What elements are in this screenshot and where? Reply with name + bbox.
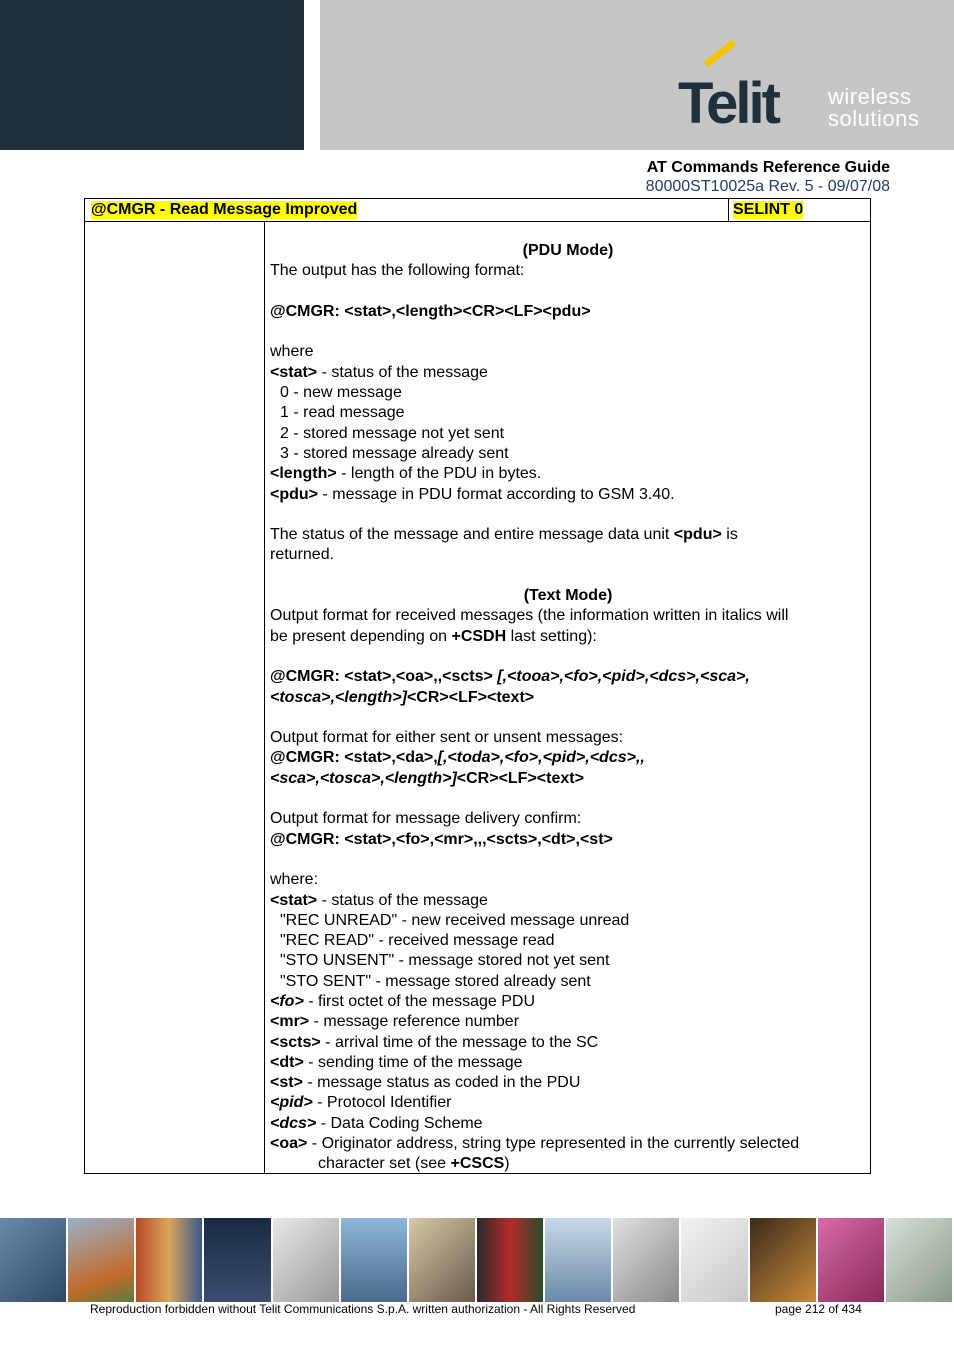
stat-value: 2 - stored message not yet sent [280,424,505,442]
where-label: where [270,343,314,361]
param-oa-cont: character set (see +CSCS) [318,1155,510,1173]
stat-value: 1 - read message [280,404,405,422]
footer-photo [273,1218,339,1302]
command-title: @CMGR - Read Message Improved [91,201,358,218]
header-banner-dark [0,0,304,150]
footer-photo [818,1218,884,1302]
received-format: @CMGR: <stat>,<oa>,,<scts> [,<tooa>,<fo>,<pid>,<dcs>,<sca>, [270,668,750,686]
param-stat-text: <stat> - status of the message [270,891,488,909]
logo-tagline-wireless: wireless [828,84,912,109]
param-oa: <oa> - Originator address, string type represented in the currently selected [270,1135,800,1153]
header-divider [728,199,729,221]
blank-line [270,647,866,667]
stat-text-value: "REC UNREAD" - new received message unread [280,911,630,929]
blank-line [270,322,866,342]
logo-wordmark: Telit [678,71,778,136]
footer-photo [886,1218,952,1302]
footer-photo [545,1218,611,1302]
logo-tagline-solutions: solutions [828,106,920,131]
stat-text-value: "REC READ" - received message read [280,932,555,950]
stat-text-value: "STO UNSENT" - message stored not yet sent [280,952,610,970]
command-description [270,241,866,1175]
stat-value: 0 - new message [280,384,402,402]
pdu-mode-heading: (PDU Mode) [522,242,614,259]
footer-photo [613,1218,679,1302]
text-mode-heading: (Text Mode) [523,587,613,605]
stat-value: 3 - stored message already sent [280,444,509,462]
received-format-cont: <tosca>,<length>]<CR><LF><text> [270,688,535,706]
blank-line [270,708,866,728]
guide-title: AT Commands Reference Guide [646,159,890,176]
confirm-format: @CMGR: <stat>,<fo>,<mr>,,,<scts>,<dt>,<st> [270,830,613,848]
guide-revision: 80000ST10025a Rev. 5 - 09/07/08 [645,178,890,195]
status-paragraph-cont: returned. [270,546,335,564]
param-fo: <fo> - first octet of the message PDU [270,992,535,1010]
pdu-intro: The output has the following format: [270,262,525,280]
param-mr: <mr> - message reference number [270,1013,520,1031]
pdu-format: @CMGR: <stat>,<length><CR><LF><pdu> [270,302,591,320]
sent-format: @CMGR: <stat>,<da>,[,<toda>,<fo>,<pid>,<dcs>,, [270,749,645,767]
column-divider [264,222,265,1173]
param-pdu: <pdu> - message in PDU format according to GSM 3.40. [270,485,675,503]
text-intro: Output format for received messages (the information written in italics will [270,607,789,625]
confirm-intro: Output format for message delivery confirm: [270,810,582,828]
blank-line [270,505,866,525]
command-table [84,198,871,1174]
footer-photo [204,1218,270,1302]
footer-photo [409,1218,475,1302]
where-label: where: [270,871,319,889]
telit-logo [678,48,928,136]
table-header-row [85,199,870,222]
status-paragraph: The status of the message and entire message data unit <pdu> is [270,526,738,544]
footer-photo [341,1218,407,1302]
sent-format-cont: <sca>,<tosca>,<length>]<CR><LF><text> [270,769,584,787]
footer-photo [0,1218,66,1302]
text-intro-cont: be present depending on +CSDH last setting): [270,627,597,645]
blank-line [270,282,866,302]
param-length: <length> - length of the PDU in bytes. [270,465,542,483]
footer-photo [68,1218,134,1302]
param-pid: <pid> - Protocol Identifier [270,1094,452,1112]
footer-photo [136,1218,202,1302]
footer-photo [477,1218,543,1302]
footer-copyright: Reproduction forbidden without Telit Communications S.p.A. written authorization - All Rights Reserved [90,1302,636,1316]
blank-line [270,789,866,809]
param-scts: <scts> - arrival time of the message to the SC [270,1033,599,1051]
sent-intro: Output format for either sent or unsent messages: [270,729,624,747]
footer-page-number: page 212 of 434 [775,1302,862,1316]
blank-line [270,566,866,586]
footer-photo [750,1218,816,1302]
param-dcs: <dcs> - Data Coding Scheme [270,1114,483,1132]
param-dt: <dt> - sending time of the message [270,1053,523,1071]
blank-line [270,850,866,870]
selint-badge: SELINT 0 [733,201,804,218]
stat-text-value: "STO SENT" - message stored already sent [280,972,591,990]
footer-photo [681,1218,747,1302]
param-st: <st> - message status as coded in the PDU [270,1074,581,1092]
footer-photo-strip [0,1218,954,1302]
param-stat: <stat> - status of the message [270,363,488,381]
